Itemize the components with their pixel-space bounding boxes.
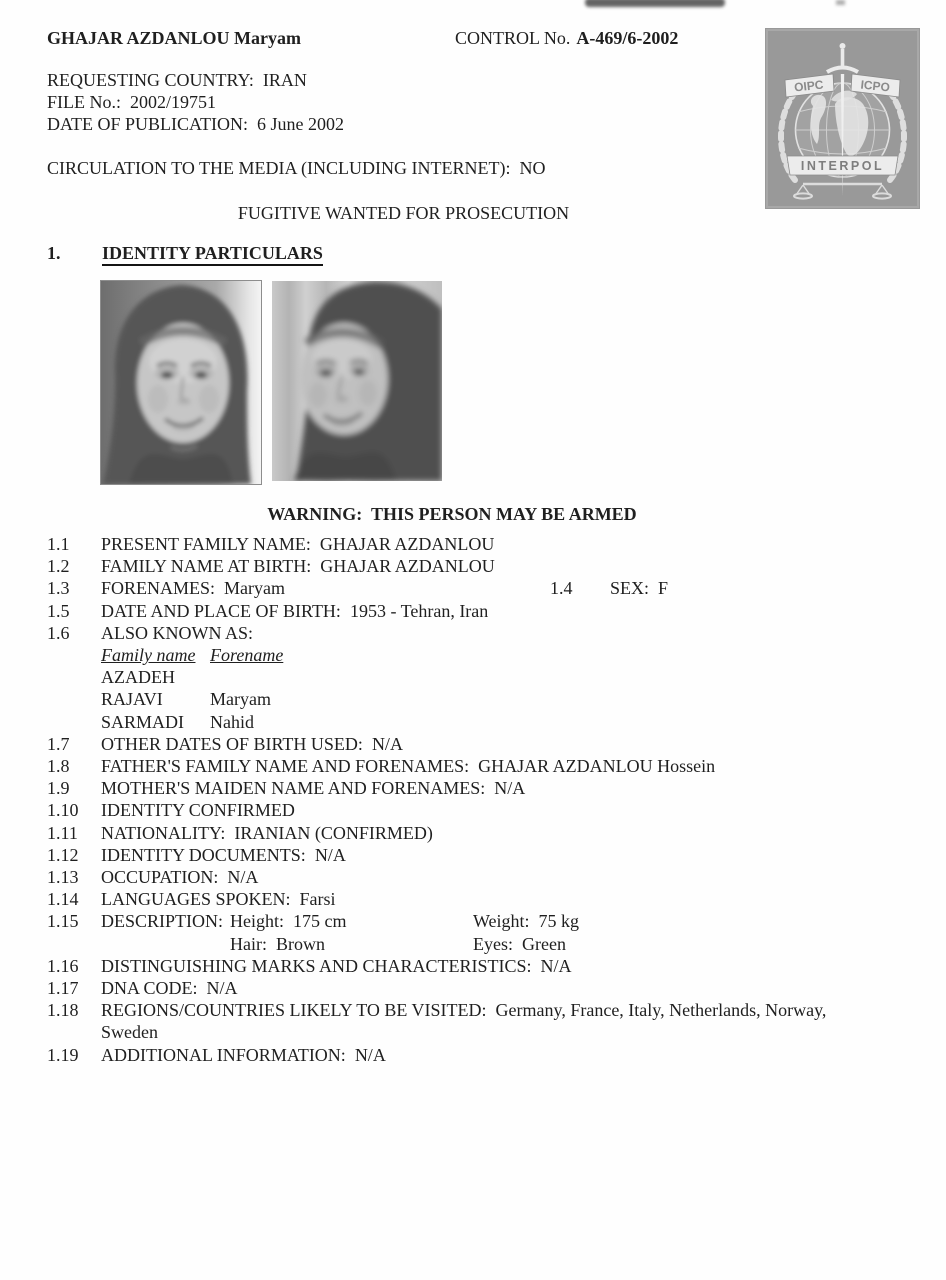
aka-family-name: SARMADI [101, 711, 185, 732]
item-value: N/A [540, 955, 572, 976]
publication-date-label: DATE OF PUBLICATION: [47, 114, 249, 135]
item-text [101, 622, 883, 644]
description-entry: Weight: 75 kg [473, 911, 580, 932]
item-label: OTHER DATES OF BIRTH USED: [101, 733, 363, 754]
description-entry: Eyes: Green [473, 933, 566, 954]
item-label: DISTINGUISHING MARKS AND CHARACTERISTICS: [101, 955, 532, 976]
identity-item-row [47, 822, 883, 844]
interpol-logo-icon [765, 28, 920, 209]
identity-item-row [47, 733, 883, 755]
identity-item-row [47, 888, 883, 910]
item-label: FAMILY NAME AT BIRTH: [101, 556, 312, 577]
identity-item-row [47, 622, 883, 644]
aka-family-name: RAJAVI [101, 689, 163, 710]
item-number: 1.3 [47, 578, 70, 599]
item-value: GHAJAR AZDANLOU [320, 556, 495, 577]
item-text [610, 577, 668, 599]
scan-artifact [585, 0, 725, 7]
identity-item-row [47, 755, 883, 777]
aka-forename: Nahid [210, 711, 254, 732]
description-column-left [230, 910, 473, 954]
item-text [101, 733, 883, 755]
identity-item-row [47, 600, 883, 622]
file-meta [47, 69, 344, 135]
armed-warning: WARNING: THIS PERSON MAY BE ARMED [267, 504, 637, 524]
item-label: FATHER'S FAMILY NAME AND FORENAMES: [101, 756, 470, 777]
item-label: IDENTITY DOCUMENTS: [101, 844, 306, 865]
item-number: 1.7 [47, 733, 70, 754]
item-text [101, 577, 883, 599]
scan-artifact-dot [836, 0, 845, 5]
subject-photo-front [100, 280, 262, 485]
item-text [101, 600, 883, 622]
requesting-country-line [47, 69, 344, 91]
aka-family-name-header: Family name [101, 645, 196, 666]
item-text [101, 799, 883, 821]
control-number-line [455, 28, 678, 49]
notice-type-title: FUGITIVE WANTED FOR PROSECUTION [237, 203, 570, 223]
item-number: 1.17 [47, 978, 79, 999]
item-number: 1.11 [47, 822, 78, 843]
aka-forename-header: Forename [210, 645, 284, 666]
item-text [101, 955, 883, 977]
description-entry: Height: 175 cm [230, 911, 347, 932]
identity-items [47, 533, 883, 1066]
identity-item-row [47, 555, 883, 577]
control-number: A-469/6-2002 [576, 28, 679, 48]
publication-date-line [47, 113, 344, 135]
item-text [101, 977, 883, 999]
item-value: 1953 - Tehran, Iran [349, 600, 489, 621]
subject-name: GHAJAR AZDANLOU Maryam [47, 28, 301, 48]
item-value: Maryam [224, 578, 286, 599]
item-number: 1.4 [550, 578, 573, 599]
aka-row [101, 688, 883, 710]
item-value: N/A [206, 978, 238, 999]
aka-header-row [101, 644, 883, 666]
subject-photos [100, 280, 500, 484]
description-entry: Hair: Brown [230, 933, 325, 954]
aka-table [101, 644, 883, 733]
media-circulation-line [47, 158, 545, 179]
item-label: DNA CODE: [101, 978, 198, 999]
logo-oipc-text: OIPC [793, 77, 825, 95]
item-label: SEX: [610, 578, 650, 599]
file-number-value: 2002/19751 [130, 92, 217, 113]
item-label: PRESENT FAMILY NAME: [101, 534, 311, 554]
item-number: 1.1 [47, 534, 70, 554]
item-value: Farsi [299, 889, 336, 910]
item-label: DATE AND PLACE OF BIRTH: [101, 600, 341, 621]
requesting-country-label: REQUESTING COUNTRY: [47, 70, 254, 90]
item-label: LANGUAGES SPOKEN: [101, 889, 291, 910]
item-number: 1.2 [47, 556, 70, 577]
item-number: 1.5 [47, 600, 70, 621]
item-number: 1.12 [47, 844, 79, 865]
item-number: 1.8 [47, 756, 70, 777]
item-label: IDENTITY CONFIRMED [101, 800, 295, 821]
section-1-heading [47, 243, 323, 266]
section-number: 1. [47, 243, 61, 263]
item-text [101, 888, 883, 910]
item-value: N/A [314, 844, 346, 865]
item-number: 1.9 [47, 778, 70, 799]
item-value: F [658, 578, 669, 599]
item-number: 1.6 [47, 622, 70, 643]
item-value: N/A [354, 1044, 386, 1065]
item-text [101, 1044, 883, 1066]
item-value: IRANIAN (CONFIRMED) [234, 822, 433, 843]
item-number: 1.18 [47, 1000, 79, 1021]
identity-item-row [47, 866, 883, 888]
item-text [101, 866, 883, 888]
section-title: IDENTITY PARTICULARS [102, 243, 323, 266]
item-value: N/A [494, 778, 526, 799]
identity-item-row [47, 999, 883, 1043]
aka-family-name: AZADEH [101, 667, 175, 688]
logo-icpo-text: ICPO [859, 77, 891, 95]
item-label: ADDITIONAL INFORMATION: [101, 1044, 346, 1065]
item-number: 1.19 [47, 1044, 79, 1065]
item-label: FORENAMES: [101, 578, 216, 599]
aka-row [101, 666, 883, 688]
item-text [101, 844, 883, 866]
item-value: GHAJAR AZDANLOU [319, 534, 495, 554]
description-column-right [473, 910, 883, 954]
identity-item-row [47, 977, 883, 999]
item-text [101, 555, 883, 577]
identity-item-row [47, 777, 883, 799]
requesting-country-value: IRAN [262, 70, 307, 90]
control-label: CONTROL No. [455, 28, 571, 48]
item-number: 1.13 [47, 867, 79, 888]
identity-item-row [47, 955, 883, 977]
identity-item-row [47, 910, 883, 954]
item-label: REGIONS/COUNTRIES LIKELY TO BE VISITED: [101, 1000, 487, 1021]
item-value: N/A [371, 733, 403, 754]
item-label: NATIONALITY: [101, 822, 226, 843]
item-number: 1.14 [47, 889, 79, 910]
item-text [101, 822, 883, 844]
identity-item-row [47, 1044, 883, 1066]
publication-date-value: 6 June 2002 [257, 114, 345, 135]
item-text [101, 533, 883, 555]
item-label: DESCRIPTION: [101, 911, 224, 932]
item-label: ALSO KNOWN AS: [101, 622, 254, 643]
file-number-label: FILE No.: [47, 92, 121, 113]
identity-item-row [47, 799, 883, 821]
media-circulation-label: CIRCULATION TO THE MEDIA (INCLUDING INTERNET): [47, 158, 511, 178]
item-number: 1.10 [47, 800, 79, 821]
item-text [101, 777, 883, 799]
item-value: Germany, France, Italy, Netherlands, Norway, Sweden [101, 1000, 831, 1043]
item-text [101, 910, 230, 932]
item-number: 1.16 [47, 955, 79, 976]
logo-interpol-text: INTERPOL [800, 159, 885, 173]
aka-forename: Maryam [210, 689, 271, 710]
item-value: GHAJAR AZDANLOU Hossein [478, 756, 716, 777]
file-number-line [47, 91, 344, 113]
item-label: OCCUPATION: [101, 867, 219, 888]
item-number: 1.15 [47, 911, 79, 932]
subject-photo-side [272, 281, 442, 481]
media-circulation-value: NO [519, 158, 546, 178]
item-label: MOTHER'S MAIDEN NAME AND FORENAMES: [101, 778, 486, 799]
aka-row [101, 711, 883, 733]
identity-item-row [47, 844, 883, 866]
item-text [101, 999, 883, 1043]
item-value: N/A [227, 867, 259, 888]
item-text [101, 755, 883, 777]
identity-item-row [47, 533, 883, 555]
identity-item-row [47, 577, 883, 599]
